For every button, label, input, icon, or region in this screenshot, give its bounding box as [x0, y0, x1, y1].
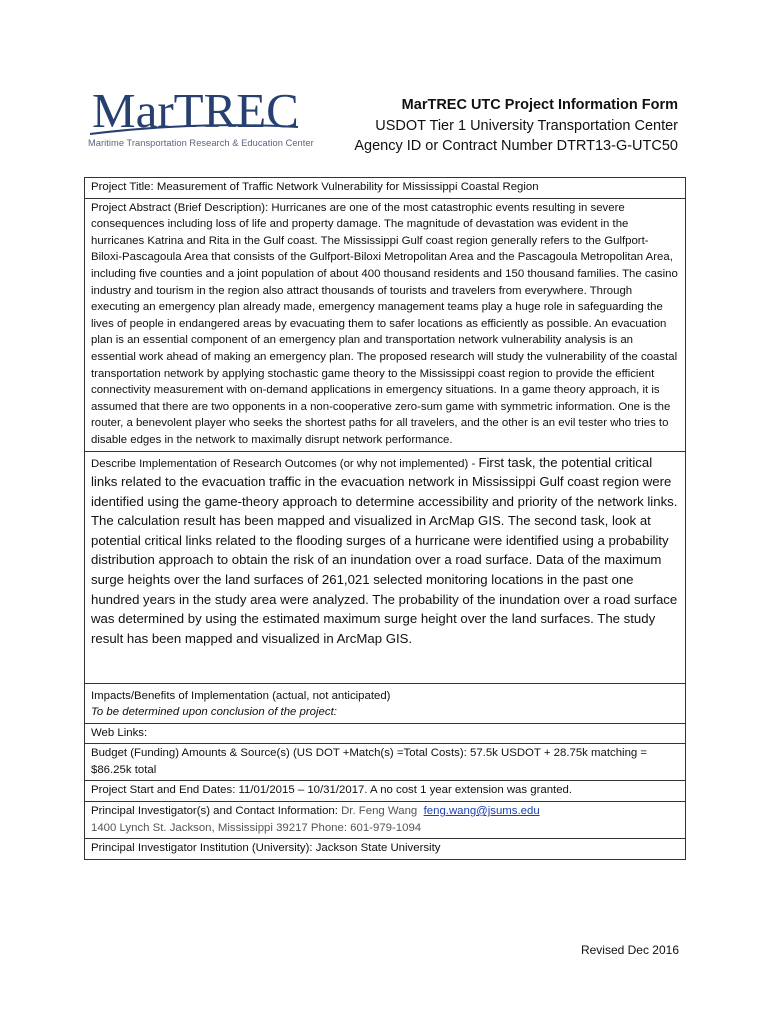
web-links-cell: Web Links:	[85, 723, 686, 744]
form-title: MarTREC UTC Project Information Form	[401, 97, 678, 113]
table-row	[85, 451, 686, 683]
revised-date: Revised Dec 2016	[580, 943, 679, 957]
table-row	[85, 839, 686, 860]
table-row	[85, 178, 686, 199]
outcomes-label: Describe Implementation of Research Outcomes (or why not implemented) -	[91, 457, 479, 470]
pi-email-link[interactable]: feng.wang@jsums.edu	[423, 805, 540, 818]
pi-cell	[85, 802, 686, 839]
outcomes-cell	[85, 451, 686, 683]
project-abstract-cell: Project Abstract (Brief Description): Hurricanes are one of the most catastrophic events resulting in severe consequences including loss of life and property damage. The magnitude of devastation was evident in the hurricanes Katrina and Rita in the Gulf coast. The Mississippi Gulf coast region generally refers to the Gulfport-Biloxi-Pascagoula Area that consists of the Gulfport-Biloxi Metropolitan Area and the Pascagoula Metropolitan Area, including five counties and a joint population of about 400 thousand residents and 150 thousand families. The casino industry and tourism in the region also attract thousands of tourists and travelers from everywhere. Through executing an emergency plan already made, emergency management teams play a huge role in safeguarding the lives of people in endangered areas by evacuating them to safer locations as efficiently as possible. An evacuation plan is an essential component of an emergency plan and transportation network vulnerability analysis is an essential work ahead of making an emergency plan. The proposed research will study the vulnerability of the coastal transportation network by applying stochastic game theory to the Mississippi coast region to provide the efficient connectivity measurement with on-demand applications in emergency situations. In a game theory approach, it is assumed that there are two opponents in a non-cooperative zero-sum game with symmetric information. One is the router, a benevolent player who seeks the shortest paths for all travelers, and the other is an evil tester who tries to disable edges in the network to maximally disrupt network performance.	[85, 198, 686, 451]
dates-cell: Project Start and End Dates: 11/01/2015 – 10/31/2017. A no cost 1 year extension was granted.	[85, 781, 686, 802]
project-title-cell: Project Title: Measurement of Traffic Network Vulnerability for Mississippi Coastal Region	[85, 178, 686, 199]
budget-cell: Budget (Funding) Amounts & Source(s) (US DOT +Match(s) =Total Costs): 57.5k USDOT + 28.75k matching = $86.25k total	[85, 744, 686, 781]
header-line-2: USDOT Tier 1 University Transportation Center	[375, 117, 678, 134]
pi-address: 1400 Lynch St. Jackson, Mississippi 39217 Phone: 601-979-1094	[91, 821, 422, 834]
project-info-table	[84, 177, 686, 860]
outcomes-text: First task, the potential critical links related to the evacuation traffic in the evacuation network in Mississippi Gulf coast region were identified using the game-theory approach to determine accessibility and priority of the network links. The calculation result has been mapped and visualized in ArcMap GIS. The second task, look at potential critical links related to the flooding surges of a hurricane were identified using a probability distribution approach to obtain the risk of an inundation over a road surface. Data of the maximum surge heights over the land surfaces of 261,021 selected monitoring locations in the past one hundred years in the study area were analyzed. The probability of the inundation over a road surface was determined by using the estimated maximum surge height over the land surfaces. The study result has been mapped and visualized in ArcMap GIS.	[91, 454, 678, 646]
institution-cell: Principal Investigator Institution (University): Jackson State University	[85, 839, 686, 860]
logo-tagline: Maritime Transportation Research & Education Center	[88, 138, 314, 148]
table-row	[85, 781, 686, 802]
table-row	[85, 723, 686, 744]
martrec-logo	[86, 83, 314, 152]
table-row	[85, 198, 686, 451]
impacts-cell	[85, 683, 686, 723]
impacts-text: To be determined upon conclusion of the project:	[91, 706, 337, 719]
form-header	[354, 95, 678, 157]
table-row	[85, 744, 686, 781]
logo-swoosh-icon	[86, 123, 311, 137]
pi-label: Principal Investigator(s) and Contact Information:	[91, 805, 342, 818]
table-row	[85, 802, 686, 839]
impacts-label: Impacts/Benefits of Implementation (actual, not anticipated)	[91, 689, 391, 702]
pi-name: Dr. Feng Wang	[341, 805, 418, 818]
header-line-3: Agency ID or Contract Number DTRT13-G-UTC50	[354, 138, 678, 154]
table-row	[85, 683, 686, 723]
logo-wordmark: MarTREC	[92, 83, 299, 138]
